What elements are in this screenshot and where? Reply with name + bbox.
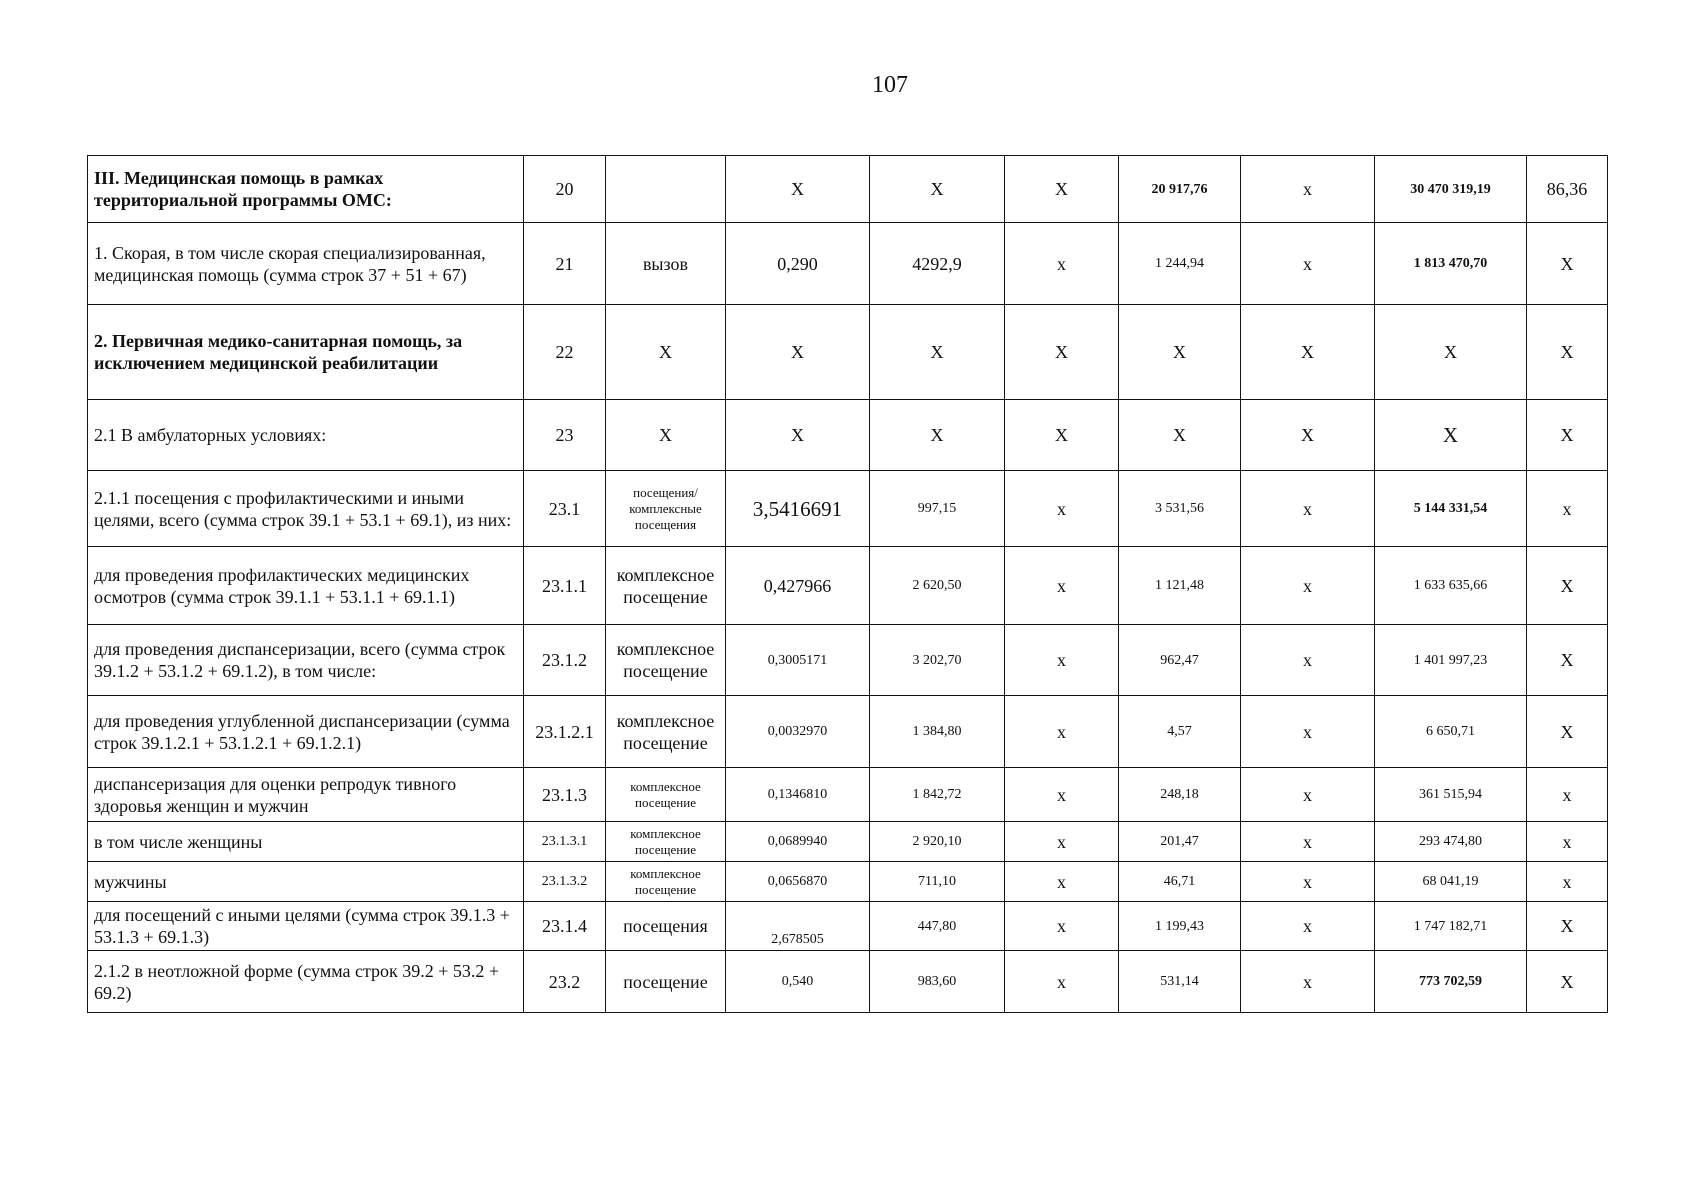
cell-c10: x — [1527, 862, 1608, 902]
cell-c6: x — [1005, 822, 1119, 862]
cell-c6: X — [1005, 400, 1119, 471]
cell-c5: 447,80 — [870, 902, 1005, 951]
cell-c10: X — [1527, 902, 1608, 951]
cell-c8: x — [1241, 223, 1375, 305]
cell-c4: 0,540 — [726, 951, 870, 1013]
row-name: для проведения диспансеризации, всего (сумма строк 39.1.2 + 53.1.2 + 69.1.2), в том числе: — [88, 625, 524, 696]
cell-c10: x — [1527, 471, 1608, 547]
cell-c4: 0,290 — [726, 223, 870, 305]
table-row — [88, 768, 1608, 822]
cell-c8: x — [1241, 156, 1375, 223]
row-name: в том числе женщины — [88, 822, 524, 862]
cell-c7: 1 199,43 — [1119, 902, 1241, 951]
cell-c10: X — [1527, 547, 1608, 625]
cell-c10: X — [1527, 305, 1608, 400]
cell-c7: 248,18 — [1119, 768, 1241, 822]
row-number: 22 — [524, 305, 606, 400]
cell-c4: 0,0689940 — [726, 822, 870, 862]
row-number: 23.1.3.2 — [524, 862, 606, 902]
row-number: 23.1 — [524, 471, 606, 547]
row-name: для проведения углубленной диспансеризации (сумма строк 39.1.2.1 + 53.1.2.1 + 69.1.2.1) — [88, 696, 524, 768]
cell-c6: x — [1005, 223, 1119, 305]
cell-c8: x — [1241, 471, 1375, 547]
row-unit: комплексное посещение — [606, 696, 726, 768]
cell-c6: x — [1005, 902, 1119, 951]
cell-c8: x — [1241, 547, 1375, 625]
row-name: для проведения профилактических медицинских осмотров (сумма строк 39.1.1 + 53.1.1 + 69.1.1) — [88, 547, 524, 625]
cell-c4: 3,5416691 — [726, 471, 870, 547]
row-unit: X — [606, 400, 726, 471]
table-row — [88, 951, 1608, 1013]
cell-c6: x — [1005, 696, 1119, 768]
cell-c10: X — [1527, 951, 1608, 1013]
cell-c8: X — [1241, 305, 1375, 400]
row-number: 23.1.3 — [524, 768, 606, 822]
row-unit: посещения/комплексные посещения — [606, 471, 726, 547]
row-name: мужчины — [88, 862, 524, 902]
cell-c4: 2,678505 — [726, 902, 870, 951]
cell-c6: x — [1005, 625, 1119, 696]
cell-c6: X — [1005, 305, 1119, 400]
cell-c10: x — [1527, 822, 1608, 862]
cell-c9: 1 747 182,71 — [1375, 902, 1527, 951]
row-number: 23 — [524, 400, 606, 471]
row-number: 21 — [524, 223, 606, 305]
cell-c5: 2 620,50 — [870, 547, 1005, 625]
cell-c5: X — [870, 156, 1005, 223]
cell-c6: x — [1005, 547, 1119, 625]
cell-c4: X — [726, 156, 870, 223]
cell-c5: 1 842,72 — [870, 768, 1005, 822]
table-row — [88, 625, 1608, 696]
cell-c8: x — [1241, 625, 1375, 696]
row-number: 23.1.2 — [524, 625, 606, 696]
cell-c7: X — [1119, 400, 1241, 471]
cell-c7: X — [1119, 305, 1241, 400]
cell-c6: x — [1005, 862, 1119, 902]
cell-c10: X — [1527, 696, 1608, 768]
table-row — [88, 862, 1608, 902]
table-row — [88, 223, 1608, 305]
cell-c5: 997,15 — [870, 471, 1005, 547]
cell-c6: x — [1005, 951, 1119, 1013]
row-name: для посещений с иными целями (сумма строк 39.1.3 + 53.1.3 + 69.1.3) — [88, 902, 524, 951]
cell-c10: x — [1527, 768, 1608, 822]
cell-c9: 1 813 470,70 — [1375, 223, 1527, 305]
cell-c5: 1 384,80 — [870, 696, 1005, 768]
cell-c10: X — [1527, 625, 1608, 696]
row-unit: комплексное посещение — [606, 625, 726, 696]
row-name: 1. Скорая, в том числе скорая специализированная, медицинская помощь (сумма строк 37 + 51 + 67) — [88, 223, 524, 305]
table-row — [88, 547, 1608, 625]
cell-c10: 86,36 — [1527, 156, 1608, 223]
cell-c5: X — [870, 305, 1005, 400]
cell-c8: x — [1241, 822, 1375, 862]
row-unit — [606, 156, 726, 223]
cell-c5: 3 202,70 — [870, 625, 1005, 696]
row-unit: посещения — [606, 902, 726, 951]
row-name: III. Медицинская помощь в рамках территориальной программы ОМС: — [88, 156, 524, 223]
row-name: 2.1 В амбулаторных условиях: — [88, 400, 524, 471]
row-unit: комплексное посещение — [606, 862, 726, 902]
row-number: 23.1.1 — [524, 547, 606, 625]
cell-c9: 30 470 319,19 — [1375, 156, 1527, 223]
table-row — [88, 156, 1608, 223]
cell-c9: 1 401 997,23 — [1375, 625, 1527, 696]
cell-c4: 0,0032970 — [726, 696, 870, 768]
cell-c9: 5 144 331,54 — [1375, 471, 1527, 547]
row-unit: посещение — [606, 951, 726, 1013]
row-unit: вызов — [606, 223, 726, 305]
cell-c8: x — [1241, 951, 1375, 1013]
cell-c8: X — [1241, 400, 1375, 471]
row-number: 23.1.2.1 — [524, 696, 606, 768]
row-name: диспансеризация для оценки репродук тивного здоровья женщин и мужчин — [88, 768, 524, 822]
row-name: 2.1.2 в неотложной форме (сумма строк 39.2 + 53.2 + 69.2) — [88, 951, 524, 1013]
table-row — [88, 696, 1608, 768]
cell-c5: 2 920,10 — [870, 822, 1005, 862]
cell-c8: x — [1241, 862, 1375, 902]
table-row — [88, 902, 1608, 951]
cell-c4: 0,1346810 — [726, 768, 870, 822]
row-unit: X — [606, 305, 726, 400]
row-unit: комплексное посещение — [606, 547, 726, 625]
cell-c10: X — [1527, 223, 1608, 305]
cell-c7: 201,47 — [1119, 822, 1241, 862]
row-number: 23.1.4 — [524, 902, 606, 951]
cell-c7: 46,71 — [1119, 862, 1241, 902]
table-row — [88, 471, 1608, 547]
page-number: 107 — [872, 72, 908, 98]
cell-c7: 3 531,56 — [1119, 471, 1241, 547]
row-unit: комплексное посещение — [606, 822, 726, 862]
cell-c7: 531,14 — [1119, 951, 1241, 1013]
cell-c9: X — [1375, 400, 1527, 471]
cell-c6: x — [1005, 768, 1119, 822]
cell-c9: 1 633 635,66 — [1375, 547, 1527, 625]
cell-c6: x — [1005, 471, 1119, 547]
cell-c6: X — [1005, 156, 1119, 223]
cell-c9: 6 650,71 — [1375, 696, 1527, 768]
cell-c8: x — [1241, 902, 1375, 951]
cell-c4: 0,0656870 — [726, 862, 870, 902]
row-number: 20 — [524, 156, 606, 223]
cell-c10: X — [1527, 400, 1608, 471]
cell-c9: 773 702,59 — [1375, 951, 1527, 1013]
cell-c5: 711,10 — [870, 862, 1005, 902]
table-row — [88, 822, 1608, 862]
cell-c5: 983,60 — [870, 951, 1005, 1013]
cell-c8: x — [1241, 768, 1375, 822]
row-unit: комплексное посещение — [606, 768, 726, 822]
cell-c5: X — [870, 400, 1005, 471]
cell-c7: 4,57 — [1119, 696, 1241, 768]
cell-c4: 0,427966 — [726, 547, 870, 625]
cell-c8: x — [1241, 696, 1375, 768]
cell-c7: 20 917,76 — [1119, 156, 1241, 223]
row-name: 2.1.1 посещения с профилактическими и иными целями, всего (сумма строк 39.1 + 53.1 + 69.1), из них: — [88, 471, 524, 547]
cell-c4: 0,3005171 — [726, 625, 870, 696]
cell-c7: 962,47 — [1119, 625, 1241, 696]
table-row — [88, 305, 1608, 400]
row-number: 23.2 — [524, 951, 606, 1013]
cell-c9: 68 041,19 — [1375, 862, 1527, 902]
cell-c7: 1 244,94 — [1119, 223, 1241, 305]
table-row — [88, 400, 1608, 471]
financial-table — [87, 155, 1608, 1013]
cell-c9: 293 474,80 — [1375, 822, 1527, 862]
cell-c7: 1 121,48 — [1119, 547, 1241, 625]
cell-c9: 361 515,94 — [1375, 768, 1527, 822]
cell-c9: X — [1375, 305, 1527, 400]
cell-c4: X — [726, 305, 870, 400]
cell-c5: 4292,9 — [870, 223, 1005, 305]
row-name: 2. Первичная медико-санитарная помощь, за исключением медицинской реабилитации — [88, 305, 524, 400]
cell-c4: X — [726, 400, 870, 471]
row-number: 23.1.3.1 — [524, 822, 606, 862]
